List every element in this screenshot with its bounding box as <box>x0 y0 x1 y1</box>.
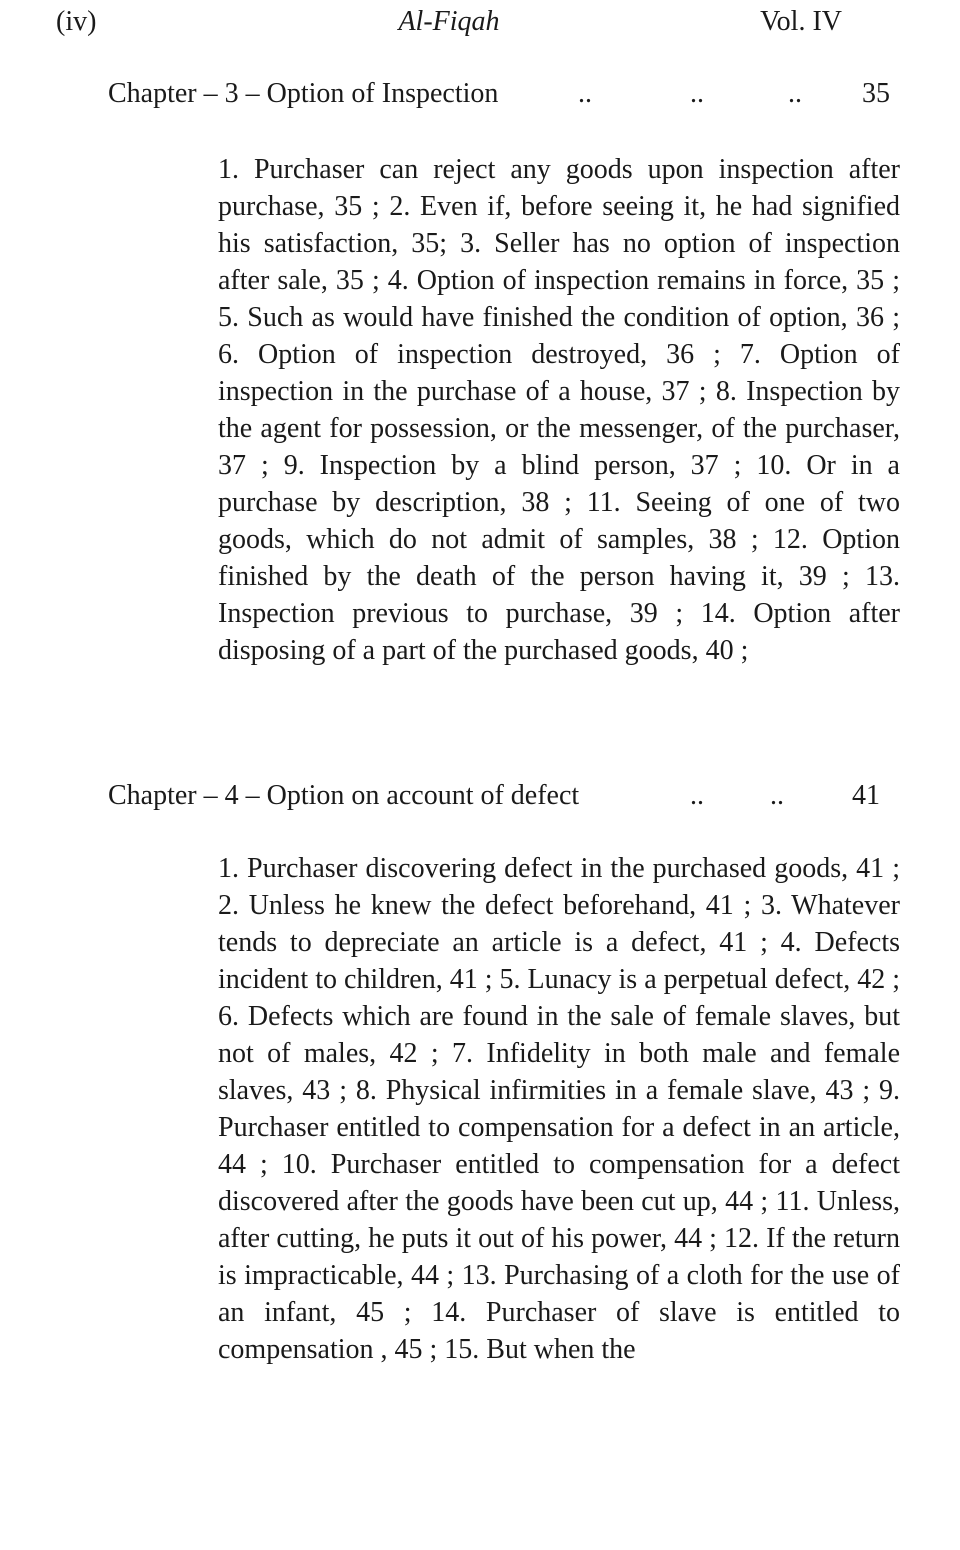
leader-dots: .. <box>690 780 704 811</box>
volume-label: Vol. IV <box>760 6 842 37</box>
leader-dots: .. <box>770 780 784 811</box>
book-title: Al-Fiqah <box>398 6 500 37</box>
leader-dots: .. <box>690 78 704 109</box>
chapter-4-summary: 1. Purchaser discovering defect in the purchased goods, 41 ; 2. Unless he knew the defect beforehand, 41 ; 3. Whatever tends to depreciate an article is a defect, 41 ; 4. Defects incident to children, 41 ; 5. Lunacy is a perpetual defect, 42 ; 6. Defects which are found in the sale of female slaves, but not of males, 42 ; 7. Infidelity in both male and female slaves, 43 ; 8. Physical infirmities in a female slave, 43 ; 9. Purchaser entitled to compensation for a defect in an article, 44 ; 10. Purchaser entitled to compensation for a defect discovered after the goods have been cut up, 44 ; 11. Unless, after cutting, he puts it out of his power, 44 ; 12. If the return is impracticable, 44 ; 13. Purchasing of a cloth for the use of an infant, 45 ; 14. Purchaser of slave is entitled to compensation , 45 ; 15. But when the <box>218 853 900 1365</box>
chapter-page-number: 41 <box>852 780 880 811</box>
chapter-3-summary: 1. Purchaser can reject any goods upon inspection after purchase, 35 ; 2. Even if, before seeing it, he had signified his satisfaction, 35; 3. Seller has no option of inspection after sale, 35 ; 4. Option of inspection remains in force, 35 ; 5. Such as would have finished the condition of option, 36 ; 6. Option of inspection destroyed, 36 ; 7. Option of inspection in the purchase of a house, 37 ; 8. Inspection by the agent for possession, or the messenger, of the purchaser, 37 ; 9. Inspection by a blind person, 37 ; 10. Or in a purchase by description, 38 ; 11. Seeing of one of two goods, which do not admit of samples, 38 ; 12. Option finished by the death of the person having it, 39 ; 13. Inspection previous to purchase, 39 ; 14. Option after disposing of a part of the purchased goods, 40 ; <box>218 154 900 666</box>
running-header <box>56 2 842 42</box>
chapter-3-heading <box>108 74 890 114</box>
page-number: (iv) <box>56 6 97 37</box>
leader-dots: .. <box>788 78 802 109</box>
chapter-4-heading <box>108 776 880 816</box>
chapter-page-number: 35 <box>862 78 890 109</box>
chapter-title: Chapter – 3 – Option of Inspection <box>108 78 499 109</box>
chapter-title: Chapter – 4 – Option on account of defect <box>108 780 580 811</box>
leader-dots: .. <box>578 78 592 109</box>
